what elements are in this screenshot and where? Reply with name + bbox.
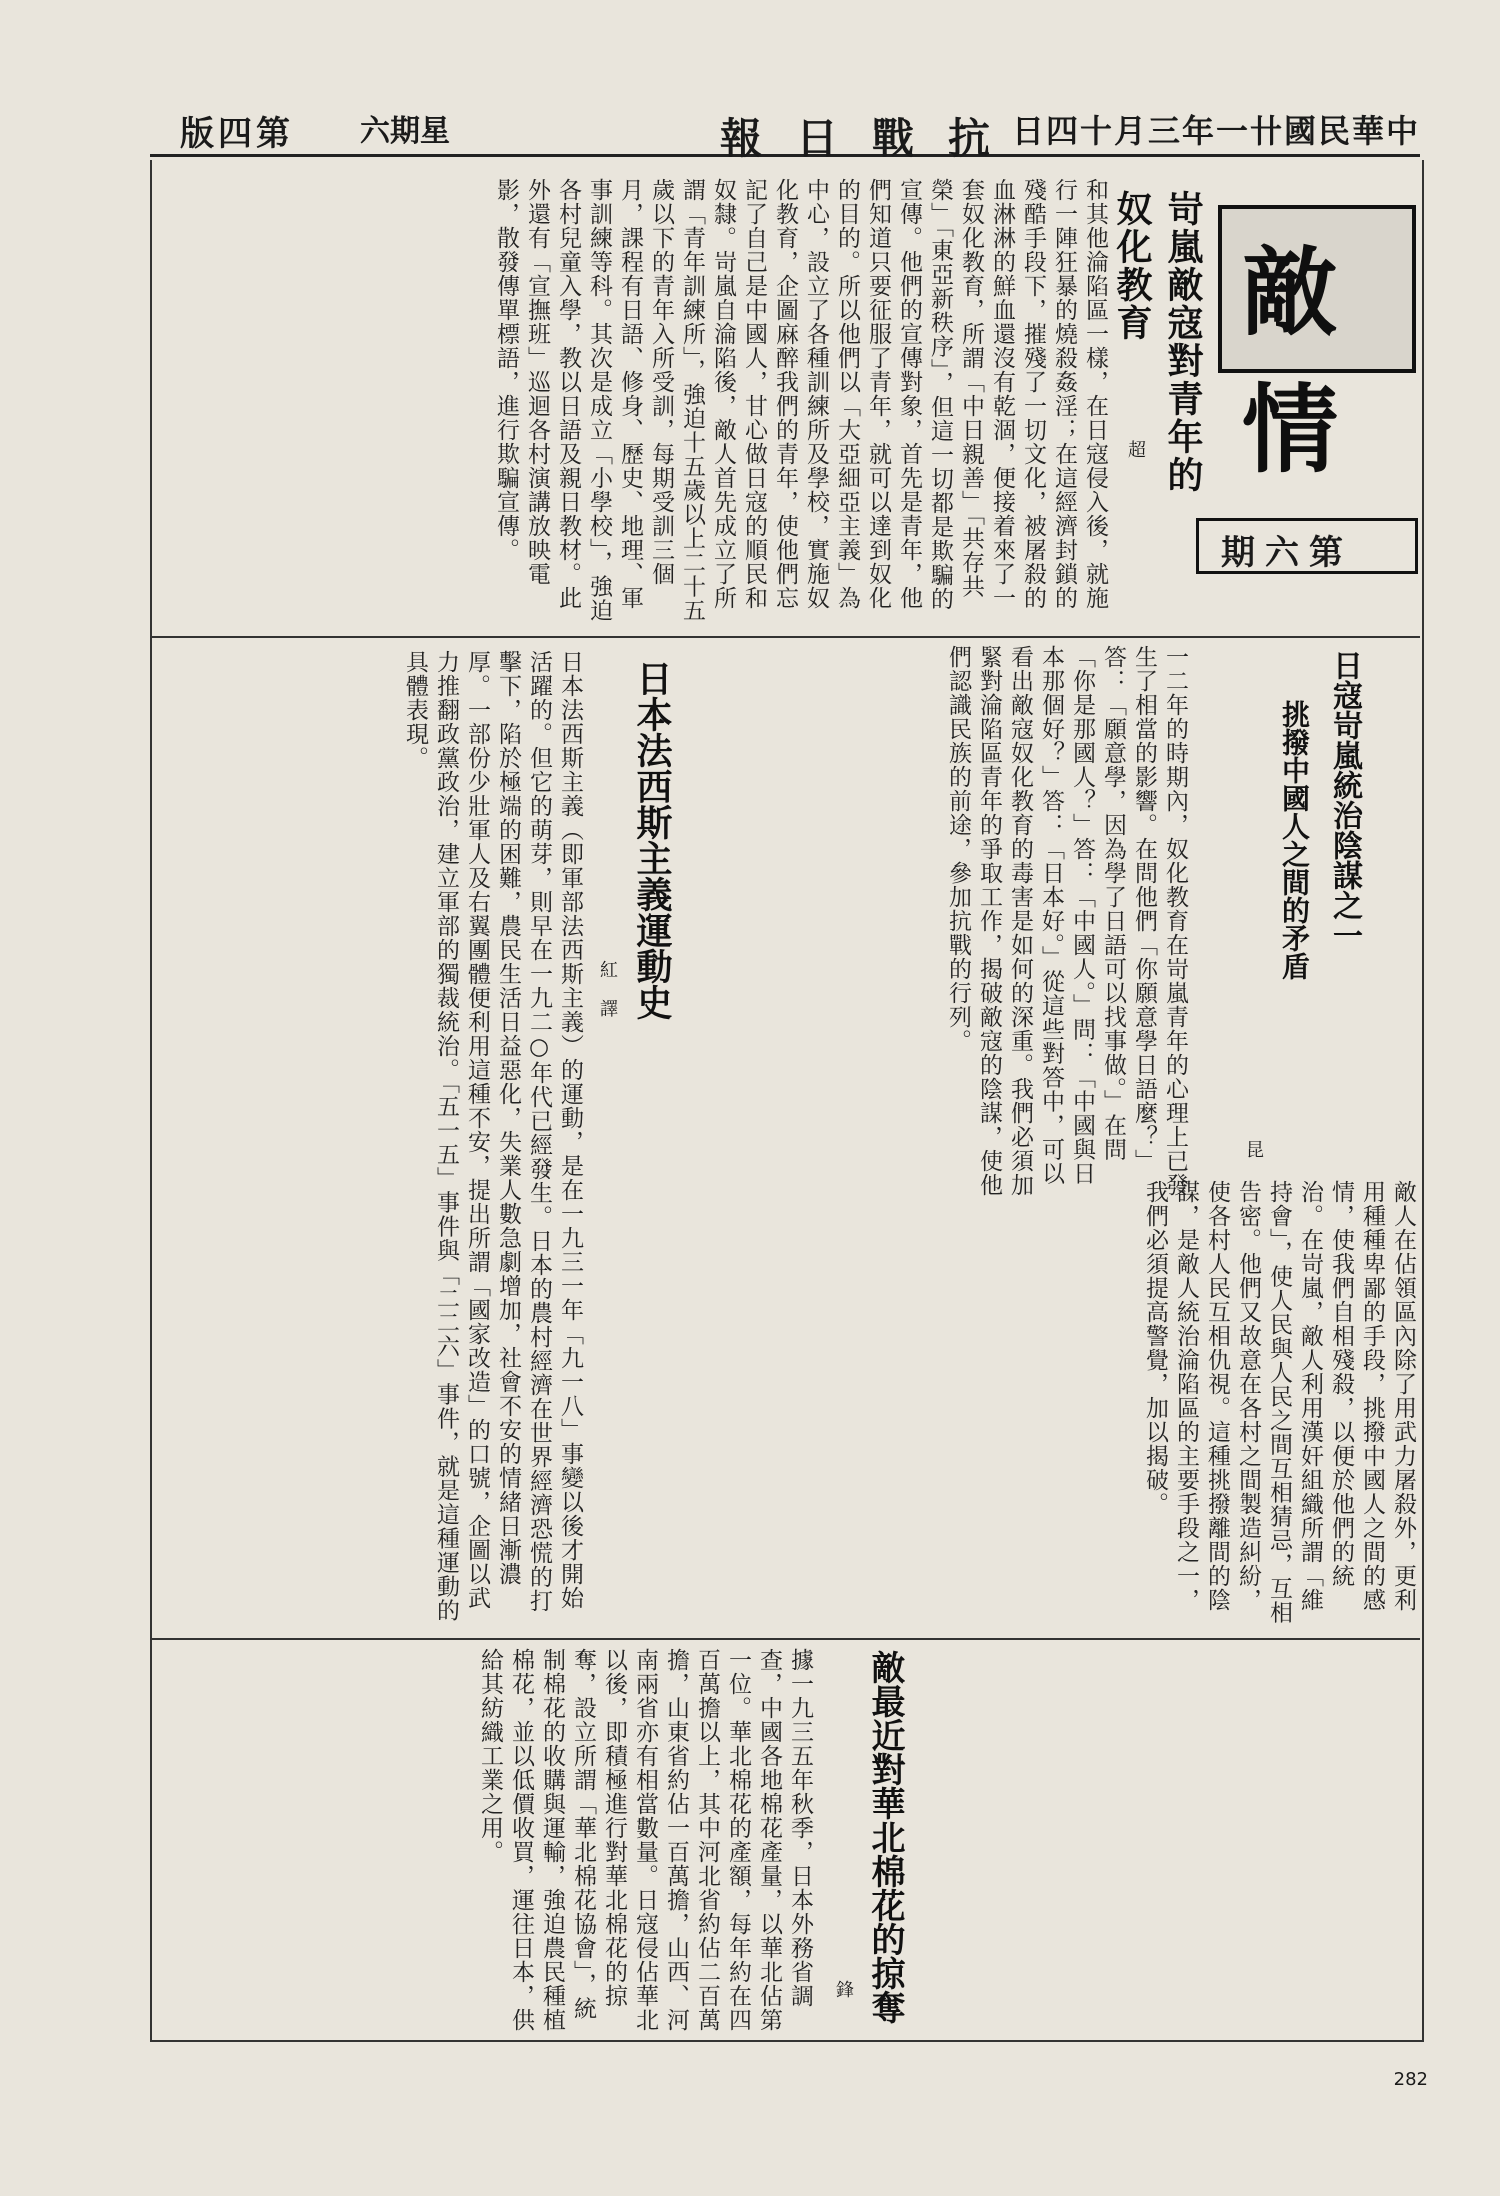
- article2-body: 一二年的時期內，奴化教育在岢嵐青年的心理上已發生了相當的影響。在問他們「你願意學日語麼？」答：「願意學，因為學了日語可以找事做。」在問「你是那國人？」答：「中國人。」問：「中國與日本那個好？」答：「日本好。」從這些對答中，可以看出敵寇奴化教育的毒害是如何的深重。我們必須加緊對淪陷區青年的爭取工作，揭破敵寇的陰謀，使他們認識民族的前途，參加抗戰的行列。: [945, 645, 1188, 1197]
- article3-body: 敵人在佔領區內除了用武力屠殺外，更利用種種卑鄙的手段，挑撥中國人之間的感情，使我們自相殘殺，以便於他們的統治。在岢嵐，敵人利用漢奸組織所謂「維持會」，使人民與人民之間互相猜忌，互相告密。他們又故意在各村之間製造糾紛，使各村人民互相仇視。這種挑撥離間的陰謀，是敵人統治淪陷區的主要手段之一，我們必須提高警覺，加以揭破。: [1142, 1180, 1416, 1625]
- article5-body: 據一九三五年秋季，日本外務省調查，中國各地棉花產量，以華北佔第一位。華北棉花的產額，每年約在四百萬擔以上，其中河北省約佔二百萬擔，山東省約佔一百萬擔，山西、河南兩省亦有相當數量。日寇侵佔華北以後，即積極進行對華北棉花的掠奪，設立所謂「華北棉花協會」，統制棉花的收購與運輸，強迫農民種植棉花，並以低價收買，運往日本，供給其紡織工業之用。: [477, 1648, 813, 2032]
- column-logo-title: 敵情: [1242, 237, 1332, 486]
- paper-name: 報日戰抗: [720, 114, 1025, 163]
- article5-author: 鋒: [833, 1980, 854, 1998]
- article3-title: 日寇岢嵐統治陰謀之一: [1327, 650, 1362, 950]
- article5-prelude: [920, 1648, 1415, 2033]
- article3-subtitle: 挑撥中國人之間的矛盾: [1278, 700, 1311, 980]
- article1-title: 岢嵐敵寇對青年的奴化教育: [1111, 190, 1203, 494]
- weekday-label: 六期星: [360, 114, 450, 149]
- page-number: 282: [1393, 2069, 1428, 2090]
- section-divider-1: [150, 636, 1420, 638]
- issue-number-box: [1196, 518, 1418, 574]
- column-logo: [1218, 205, 1416, 486]
- edition-label: 版四第: [180, 114, 294, 154]
- section-divider-2: [150, 1638, 1420, 1640]
- issue-number: 期六第: [1221, 533, 1353, 573]
- article5-title: 敵最近對華北棉花的掠奪: [865, 1650, 905, 2024]
- article3-body-cont: [880, 1205, 1190, 1630]
- issue-date: 日四十月三年一卄國民華中: [1011, 112, 1420, 150]
- article4-body: 日本法西斯主義（即軍部法西斯主義）的運動，是在一九三一年「九一八」事變以後才開始活躍的。但它的萌芽，則早在一九二○年代已經發生。日本的農村經濟在世界經濟恐慌的打擊下，陷於極端的困難，農民生活日益惡化，失業人數急劇增加，社會不安的情緒日漸濃厚。一部份少壯軍人及右翼團體便利用這種不安，提出所謂「國家改造」的口號，企圖以武力推翻政黨政治，建立軍部的獨裁統治。「五一五」事件與「二二六」事件，就是這種運動的具體表現。: [402, 650, 583, 1623]
- article4-title: 日本法西斯主義運動史: [631, 660, 672, 1020]
- masthead: [150, 100, 1420, 163]
- article4-author: 紅 譯: [597, 960, 618, 1017]
- article3-author: 昆: [1243, 1140, 1264, 1158]
- article1-author: 超: [1125, 440, 1146, 458]
- article1-body: 和其他淪陷區一樣，在日寇侵入後，就施行一陣狂暴的燒殺姦淫；在這經濟封鎖的殘酷手段下，摧殘了一切文化，被屠殺的血淋淋的鮮血還沒有乾涸，便接着來了一套奴化教育，所謂「中日親善」「共存共榮」「東亞新秩序」，但這一切都是欺騙的宣傳。他們的宣傳對象，首先是青年，他們知道只要征服了青年，就可以達到奴化的目的。所以他們以「大亞細亞主義」為中心，設立了各種訓練所及學校，實施奴化教育，企圖麻醉我們的青年，使他們忘記了自己是中國人，甘心做日寇的順民和奴隸。岢嵐自淪陷後，敵人首先成立了所謂「青年訓練所」，強迫十五歲以上二十五歲以下的青年入所受訓，每期受訓三個月，課程有日語、修身、歷史、地理、軍事訓練等科。其次是成立「小學校」，強迫各村兒童入學，教以日語及親日教材。此外還有「宣撫班」巡迴各村演講放映電影，散發傳單標語，進行欺騙宣傳。: [493, 178, 1108, 623]
